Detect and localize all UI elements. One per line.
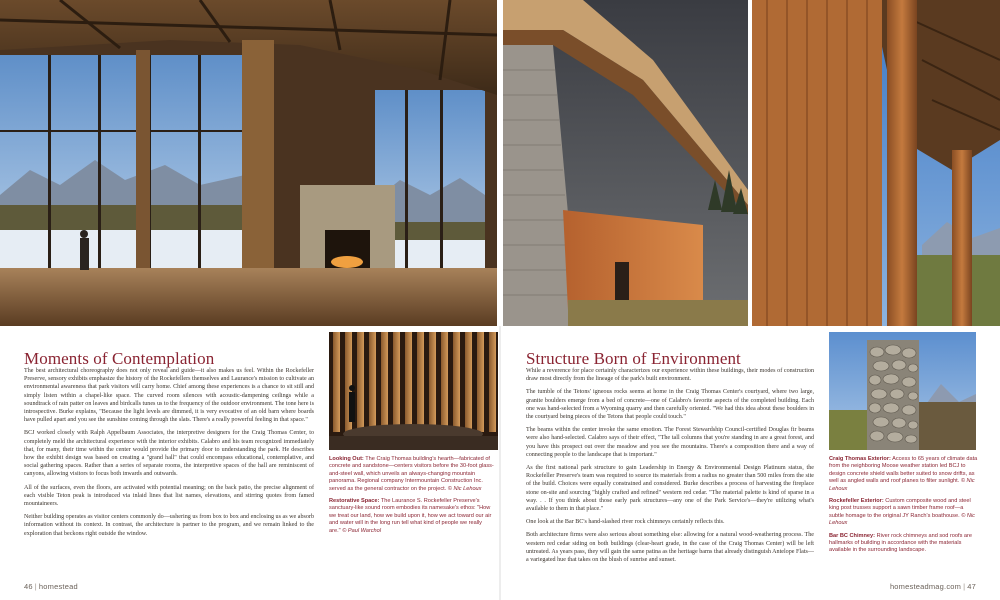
caption-text: Custom composite wood and steel king post trusses support a sawn timber frame roof—a subtle homage to the original JY Ranch's boathouse.	[829, 498, 971, 519]
columns-image	[752, 0, 1000, 326]
photo-grand-hall	[0, 0, 497, 326]
right-photo-captions	[829, 456, 979, 560]
photo-rockefeller-exterior	[752, 0, 1000, 326]
caption-title: Bar BC Chimney:	[829, 532, 876, 539]
caption-text: Access to 65 years of climate data from the neighboring Moose weather station led BCJ to design concrete shield walls better suited to snow drifts, as well as angled walls and roof planes to filter sunlight.	[829, 456, 978, 485]
caption-rockefeller-exterior	[829, 498, 979, 528]
left-page-heading: Moments of Contemplation	[24, 349, 215, 368]
right-page-heading: Structure Born of Environment	[526, 349, 741, 368]
right-page-body	[526, 367, 814, 569]
body-paragraph: All of the surfaces, even the floors, are activated with potential meaning; on the back patio, the precise alignment of each visible Teton peak is introduced via inlaid lines that list names, elevations, and stirring quotes from famed mountaineers.	[24, 484, 314, 508]
body-paragraph: BCJ worked closely with Ralph Appelbaum Associates, the interpretive designers for the Craig Thomas Center, to completely meld the architectural experience with the interior exhibits. Calabro and his team recognized immediately that, for many, their time within the center would provide the primary door to understanding the park. He describes how the exhibit design was based on creating a "grand hall" that could encompass educational, contemplative, and social gathering spaces. Rather than a series of separate rooms, the interpretive spaces of the hall are reminiscent of canyons, allowing visitors to focus both inwards and outwards.	[24, 430, 314, 478]
photo-credit: © Paul Warchol	[342, 527, 382, 534]
caption-text: The Craig Thomas building's hearth—fabricated of concrete and sandstone—centers visitors before the 30-foot glass-and-steel wall, which unveils an always-changing mountain panorama. Regional company Intermountain Construction Inc. served as the general contractor on the project.	[329, 456, 494, 492]
body-paragraph: Both architecture firms were also serious about something else: allowing for a natural wood-weathering process. The western red cedar siding on both buildings (clear-heart grade, in the case of the Craig Thomas Center) will be left untreated. As years pass, they will gain the same patina as the heritage barns that already distinguish Antelope Flats—a variegated hue that takes on the blush of sunrise and sunset.	[526, 532, 814, 564]
caption-title: Rockefeller Exterior:	[829, 498, 884, 505]
body-paragraph: Neither building operates as visitor centers commonly do—ushering us from box to box and enclosing us as we absorb information without its context. In contrast, the architecture is partner to the program, and we remain linked to the exploration that beckons right outside the window.	[24, 514, 314, 537]
right-folio: homesteadmag.com | 47	[889, 582, 976, 591]
body-paragraph: As the first national park structure to gain Leadership in Energy & Environmental Design Platinum status, the Rockefeller Preserve's team was required to source its materials from a radius no greater than 500 miles from the site of the build. Choices were equally constrained and considered. Burke describes a process of harvesting the fireplace stone on-site and sourcing "highly crafted and refined" western red cedar. "The material palette is kind of sparse in a way. . . If you think about those early park structures—any one of the Park Service's—they're utilizing what's available to them in that place."	[526, 465, 814, 513]
magazine-url: homesteadmag.com	[889, 582, 962, 591]
photo-credit: © Nic Lehoux	[447, 485, 482, 492]
caption-bar-bc-chimney	[829, 533, 979, 555]
caption-restorative-space	[329, 498, 494, 535]
body-paragraph: While a reverence for place certainly characterizes our experience within these buildings, their modes of construction draw most directly from the lineage of the park's built environment.	[526, 368, 814, 383]
caption-looking-out	[329, 456, 494, 493]
grand-hall-image	[0, 0, 497, 326]
photo-sound-room	[329, 332, 498, 450]
chimney-image	[829, 332, 976, 450]
magazine-name: homestead	[38, 582, 78, 591]
caption-title: Craig Thomas Exterior:	[829, 456, 891, 462]
spine-shadow	[499, 326, 501, 600]
body-paragraph: The tumble of the Tetons' igneous rocks seems at home in the Craig Thomas Center's courtyard, where two large, granite boulders emerge from a bed of concrete—one of Calabro's favorite aspects of the completed building. Each one was hand-selected from a Wyoming quarry and then carefully oriented. "We had this idea about these boulders in the courtyard being pieces of the Tetons that people could touch."	[526, 389, 814, 421]
exterior-image	[503, 0, 748, 326]
caption-title: Looking Out:	[329, 456, 364, 462]
body-paragraph: The best architectural choreography does not only reveal and guide—it also makes us feel. Within the Rockefeller Preserve, sensory exhibits emphasize the history of the Rockefellers themselves and Laurance's mission to cultivate an environmental awareness that park visitors will carry home. Chief among these experiences is a chance to sit still and simply listen within a chapel-like space. The curved room silences with acoustic-dampening ceilings while a soundtrack of rain patter on leaves and birdcalls tunes us to the frequency of the outdoor environment. The tone here is introspective. Burke explains, "Because the light levels are dimmed, it is very evocative of an old barn where boards have pulled apart and you see the sunshine coming through the slats. There's a really powerful feeling in that space."	[24, 368, 314, 424]
caption-craig-thomas-exterior	[829, 456, 979, 493]
photo-credit: © Nic Lehoux	[829, 478, 975, 492]
photo-bar-bc-chimney	[829, 332, 976, 450]
photo-craig-thomas-exterior	[503, 0, 748, 326]
left-photo-captions	[329, 456, 494, 540]
photo-credit: © Nic Lehoux	[829, 512, 975, 527]
left-page-body	[24, 367, 314, 543]
sound-room-image	[329, 332, 498, 450]
page-number: 47	[967, 582, 976, 591]
left-folio: 46 | homestead	[24, 582, 78, 591]
body-paragraph: The beams within the center invoke the same emotion. The Forest Stewardship Council-certified Douglas fir beams were also hand-selected. Calabro says of their effect, "The tall columns that you're standing in are a great forest, and you have this prospect out over the meadow and you see the mountains. There's a composition there and a way of connecting people to the landscape that is important."	[526, 427, 814, 458]
body-paragraph: One look at the Bar BC's hand-slashed river rock chimneys certainly reflects this.	[526, 519, 725, 526]
caption-text: The Laurance S. Rockefeller Preserve's sanctuary-like sound room embodies its namesake's ethos: "How we treat our land, how we build upon it, how we act toward our air and water will in the long run tell what kind of people we really are."	[329, 498, 492, 534]
caption-text: River rock chimneys and sod roofs are hallmarks of building in accordance with the materials available in the surrounding landscape.	[829, 532, 973, 554]
page-number: 46	[24, 582, 33, 591]
caption-title: Restorative Space:	[329, 498, 380, 505]
